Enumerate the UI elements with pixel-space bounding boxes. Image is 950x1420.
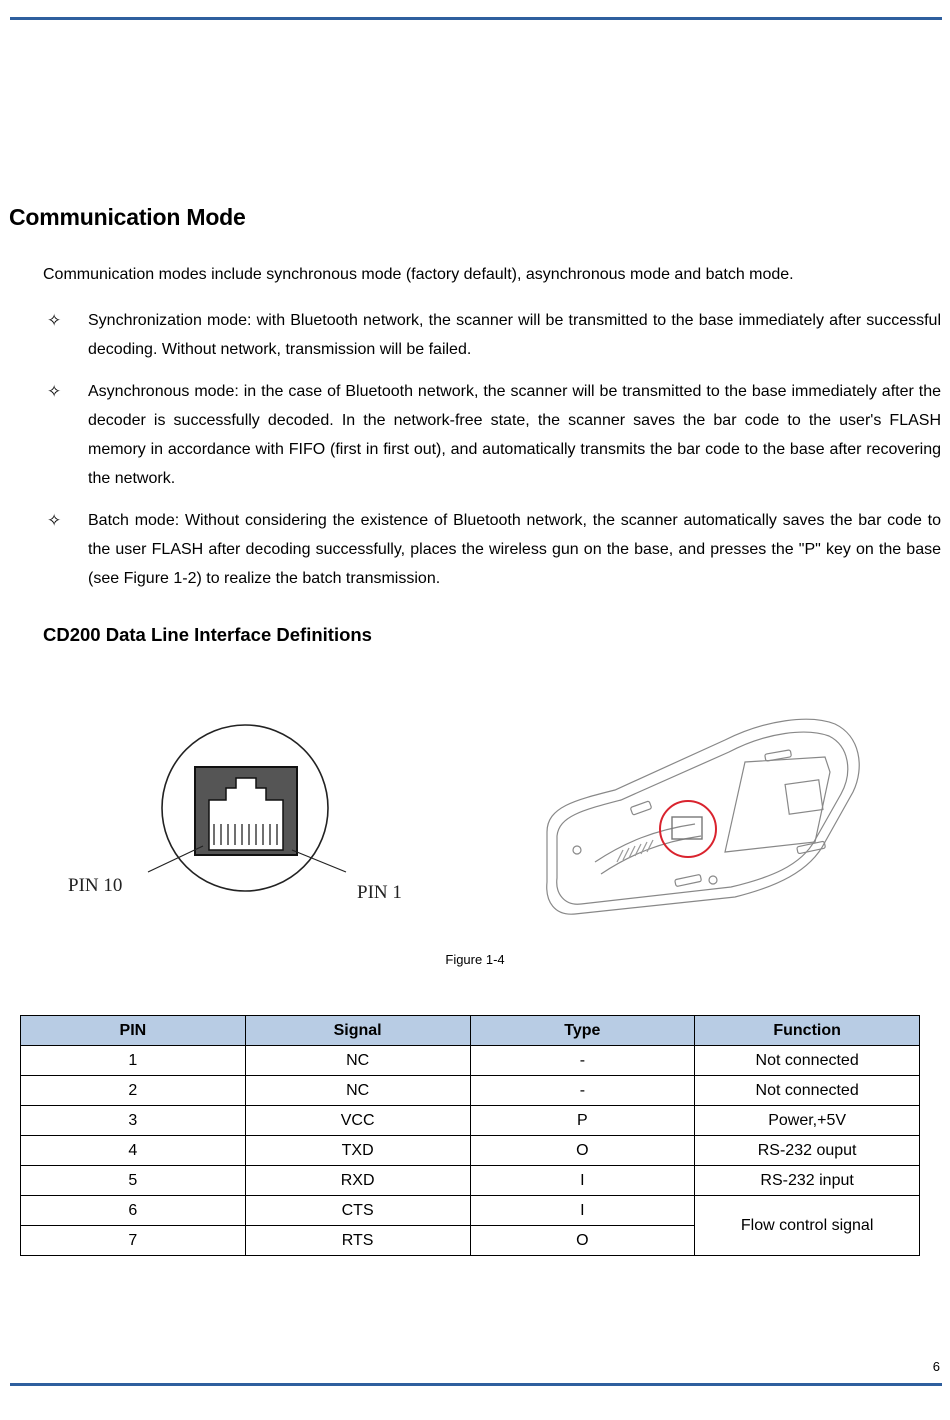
column-header-signal: Signal xyxy=(245,1016,470,1046)
scanner-underside-illustration xyxy=(535,712,865,918)
bullet-text: Asynchronous mode: in the case of Bluetooth network, the scanner will be transmitted to the base immediately after the decoder is successfully decoded. In the network-free state, the scanner saves the bar code to the user's FLASH memory in accordance with FIFO (first in first out), and automatically transmits the bar code to the base after recovering the network. xyxy=(88,383,941,487)
four-point-star-outline-icon: ✧ xyxy=(47,311,62,330)
cell-type: I xyxy=(470,1166,695,1196)
mode-list xyxy=(43,306,941,606)
scanner-slot xyxy=(630,801,652,815)
cable-channel xyxy=(601,836,701,874)
cell-type: - xyxy=(470,1076,695,1106)
bullet-text: Batch mode: Without considering the existence of Bluetooth network, the scanner automatically saves the bar code to the user FLASH after decoding successfully, places the wireless gun on the base, and presses the "P" key on the base (see Figure 1-2) to realize the batch transmission. xyxy=(88,512,941,587)
column-header-function: Function xyxy=(695,1016,920,1046)
cell-function-merged: Flow control signal xyxy=(695,1196,920,1256)
table-row xyxy=(21,1106,920,1136)
list-item xyxy=(43,306,941,364)
cell-pin: 6 xyxy=(21,1196,246,1226)
pin10-label: PIN 10 xyxy=(68,875,123,896)
list-item xyxy=(43,506,941,593)
footer-rule xyxy=(10,1383,942,1386)
cell-function: Not connected xyxy=(695,1076,920,1106)
battery-compartment xyxy=(725,757,830,852)
table-row xyxy=(21,1136,920,1166)
interface-definition-table xyxy=(20,1015,920,1256)
cell-type: - xyxy=(470,1046,695,1076)
cell-type: O xyxy=(470,1136,695,1166)
scanner-body-outline xyxy=(547,719,859,914)
list-item xyxy=(43,377,941,493)
cell-signal: RXD xyxy=(245,1166,470,1196)
cell-signal: VCC xyxy=(245,1106,470,1136)
cell-function: RS-232 ouput xyxy=(695,1136,920,1166)
column-header-pin: PIN xyxy=(21,1016,246,1046)
cell-pin: 7 xyxy=(21,1226,246,1256)
section-title: Communication Mode xyxy=(9,204,246,230)
scanner-port xyxy=(672,817,702,839)
figure-caption: Figure 1-4 xyxy=(445,952,505,967)
cell-signal: NC xyxy=(245,1076,470,1106)
scanner-slot xyxy=(675,874,702,886)
subsection-title: CD200 Data Line Interface Definitions xyxy=(43,624,372,645)
cell-pin: 1 xyxy=(21,1046,246,1076)
table-row xyxy=(21,1196,920,1226)
header-rule xyxy=(10,17,942,20)
cell-pin: 5 xyxy=(21,1166,246,1196)
cell-signal: CTS xyxy=(245,1196,470,1226)
four-point-star-outline-icon: ✧ xyxy=(47,511,62,530)
cell-function: Power,+5V xyxy=(695,1106,920,1136)
scanner-connector-ridges xyxy=(617,840,653,862)
table-header-row xyxy=(21,1016,920,1046)
rj-connector-illustration xyxy=(60,712,430,912)
table-row xyxy=(21,1166,920,1196)
cell-type: I xyxy=(470,1196,695,1226)
pin1-label: PIN 1 xyxy=(357,882,402,903)
table-row xyxy=(21,1046,920,1076)
bullet-text: Synchronization mode: with Bluetooth network, the scanner will be transmitted to the base immediately after successful decoding. Without network, transmission will be failed. xyxy=(88,312,941,358)
cell-signal: TXD xyxy=(245,1136,470,1166)
scanner-screw xyxy=(709,876,717,884)
column-header-type: Type xyxy=(470,1016,695,1046)
cell-function: RS-232 input xyxy=(695,1166,920,1196)
scanner-screw xyxy=(573,846,581,854)
cell-type: O xyxy=(470,1226,695,1256)
table-row xyxy=(21,1076,920,1106)
four-point-star-outline-icon: ✧ xyxy=(47,382,62,401)
cell-type: P xyxy=(470,1106,695,1136)
scanner-button xyxy=(785,780,823,814)
cell-function: Not connected xyxy=(695,1046,920,1076)
intro-paragraph: Communication modes include synchronous mode (factory default), asynchronous mode and batch mode. xyxy=(43,266,794,283)
cell-pin: 2 xyxy=(21,1076,246,1106)
cell-signal: NC xyxy=(245,1046,470,1076)
cell-pin: 4 xyxy=(21,1136,246,1166)
page-number: 6 xyxy=(932,1359,940,1374)
cell-signal: RTS xyxy=(245,1226,470,1256)
cell-pin: 3 xyxy=(21,1106,246,1136)
